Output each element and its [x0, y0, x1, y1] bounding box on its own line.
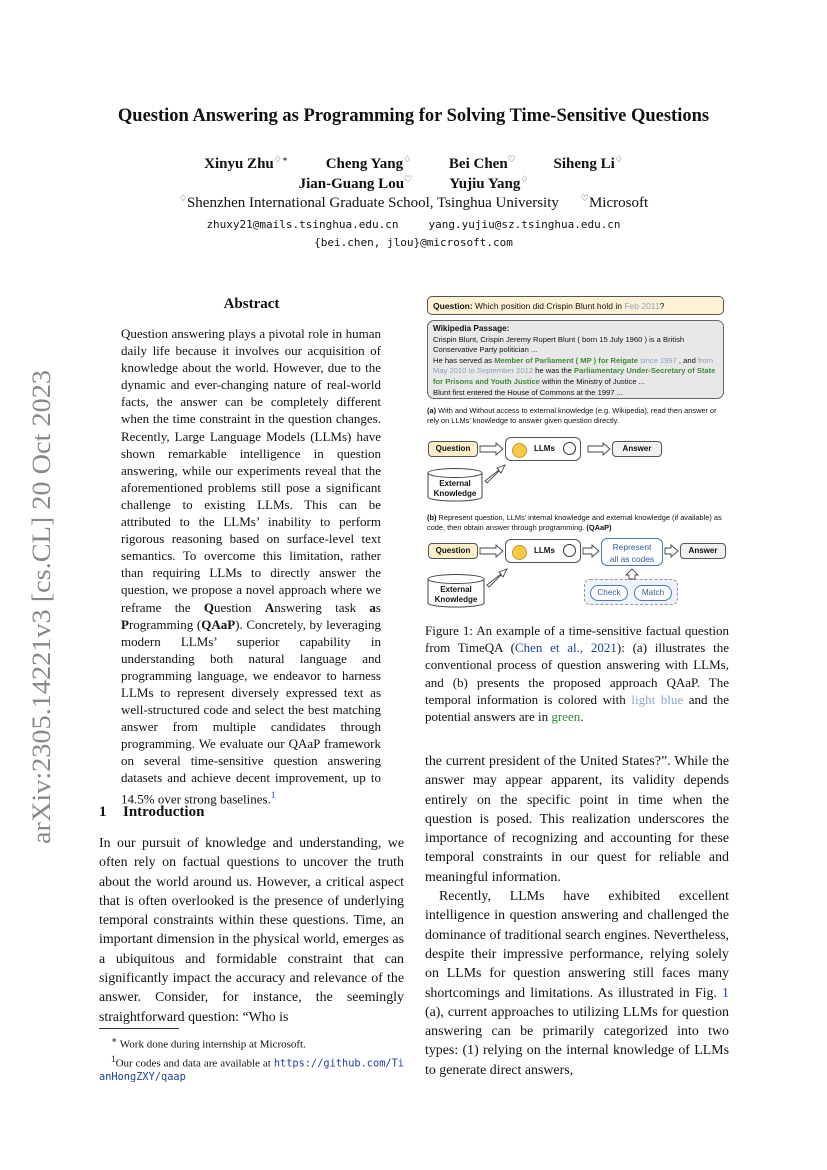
improvement-value: 14.5%: [121, 790, 155, 806]
temporal-info: from May 2010 to September 2012: [433, 355, 714, 376]
arrow-right: [665, 545, 678, 557]
affiliation: Microsoft: [588, 195, 649, 211]
author-mark: ♢: [614, 154, 623, 164]
figure-arrows: [425, 294, 729, 614]
node-match: Match: [634, 585, 672, 601]
arrow-right: [480, 545, 503, 557]
paper-title: Question Answering as Programming for Solving Time-Sensitive Questions: [117, 106, 710, 126]
node-question: Question: [428, 543, 478, 559]
footnote-link[interactable]: 1: [270, 789, 276, 800]
caption-colored-text: green: [551, 709, 581, 725]
footnote-2: [99, 1052, 404, 1085]
subcaption-label: (b): [427, 513, 437, 522]
llms-label: LLMs: [534, 546, 555, 555]
caption-text: .: [580, 709, 584, 725]
represent-text: Represent: [612, 542, 652, 552]
footnote-text: Our codes and data are available at: [115, 1057, 274, 1070]
author-name: Siheng Li: [553, 156, 615, 172]
affiliation: Shenzhen International Graduate School, Tsinghua University: [186, 195, 559, 211]
represent-text: all as codes: [609, 554, 655, 564]
question-text: Which position did Crispin Blunt hold in: [472, 301, 625, 311]
passage-line: Blunt first entered the House of Commons at the 1997 ...: [433, 387, 623, 397]
node-answer: Answer: [612, 441, 662, 457]
llms-label: LLMs: [534, 444, 555, 453]
acronym-letter: P: [121, 616, 129, 632]
figure-1: [425, 294, 729, 614]
footnote-rule: [99, 1028, 179, 1029]
arxiv-stamp-text: arXiv:2305.14221v3 [cs.CL] 20 Oct 2023: [27, 407, 56, 844]
author-name: Yujiu Yang: [449, 176, 521, 192]
footnote-mark: 1: [111, 1053, 116, 1064]
abstract-heading: Abstract: [223, 296, 280, 312]
code-url-link[interactable]: https://github.com/TianHongZXY/qaap: [99, 1057, 404, 1084]
caption-colored-text: light blue: [631, 691, 684, 707]
arxiv-stamp: [6, 360, 66, 860]
citation-link[interactable]: Chen et al., 2021: [514, 640, 617, 656]
abstract-text: rogramming (: [128, 616, 202, 632]
arrow-right: [588, 443, 610, 455]
abstract-text: uestion: [214, 599, 265, 615]
arxiv-stamp-svg: [6, 360, 66, 860]
arrow-right: [480, 443, 503, 455]
email-line-2: [0, 236, 827, 249]
author-name: Xinyu Zhu: [204, 156, 274, 172]
affil-mark: ♢: [178, 193, 187, 203]
node-answer: Answer: [680, 543, 726, 559]
author-mark: ♢: [403, 154, 412, 164]
kb-text: External: [439, 479, 471, 488]
question-text: ?: [659, 301, 665, 311]
acronym-letter: a: [369, 599, 376, 615]
paragraph-span: Recently, LLMs have exhibited excellent intelligence in question answering and challenged the dominance of traditional search engines. Nevertheless, despite their impressive performance, relying solely on LLMs for question answering still faces many shortcomings and limitations. As illustrated in Fig.: [425, 889, 729, 1001]
right-column-text: [425, 752, 729, 1080]
passage-title: Wikipedia Passage:: [433, 324, 510, 333]
abstract-body: [121, 325, 381, 807]
affiliation-line: [0, 193, 827, 212]
author-mark: ♡: [507, 154, 516, 164]
abstract-text: nswering task: [274, 599, 370, 615]
question-label: Question:: [433, 301, 473, 311]
author-mark: ♢∗: [273, 154, 288, 164]
paragraph-text: In our pursuit of knowledge and understanding, we often rely on factual questions to uncover the truth about the world around us. However, a critical aspect that is often overlooked is the presence of underlying temporal constraints within these questions. Time, an important dimension in the physical world, emerges as a ubiquitous and formidable constraint that can significantly impact the accuracy and relevance of the answer. Consider, for instance, the seemingly straightforward question: “Who is: [99, 836, 404, 1025]
email[interactable]: {bei.chen, jlou}@microsoft.com: [314, 236, 513, 249]
section-heading: [99, 804, 204, 821]
author-mark: ♢: [520, 174, 529, 184]
paragraph-span: (a), current approaches to utilizing LLMs for question answering can be primarily categorized into two types: (1) relying on the internal knowledge of LLMs to generate direct answers,: [425, 1004, 729, 1078]
temporal-info: since 1997: [637, 355, 677, 365]
abstract-text: over strong baselines.: [154, 790, 271, 806]
arrow-up: [626, 569, 638, 579]
kb-text: External: [440, 585, 472, 594]
footnote-text: Work done during internship at Microsoft.: [117, 1038, 306, 1051]
figure-caption: [425, 622, 729, 725]
footnote-mark: ∗: [111, 1035, 118, 1045]
paragraph-text: [425, 887, 729, 1080]
email-line-1: [0, 218, 827, 231]
candidate-answer: Parliamentary Under-Secretary of State for Prisons and Youth Justice: [433, 366, 716, 386]
section-number: 1: [99, 804, 107, 820]
abstract-text: s: [375, 599, 381, 615]
passage-line: Crispin Blunt, Crispin Jeremy Rupert Blunt ( born 15 July 1960 ) is a British Conservative Party politician ...: [433, 334, 685, 355]
passage-text: he was the: [533, 366, 575, 376]
acronym: QAaP: [201, 616, 236, 632]
node-check: Check: [590, 585, 628, 601]
figure-reference-link[interactable]: 1: [722, 985, 729, 1001]
email[interactable]: yang.yujiu@sz.tsinghua.edu.cn: [428, 218, 621, 231]
passage-text: , and: [676, 355, 698, 365]
arrow-right: [583, 545, 599, 557]
author-name: Bei Chen: [448, 156, 508, 172]
candidate-answer: Member of Parliament ( MP ) for Reigate: [494, 355, 638, 365]
acronym-letter: Q: [203, 599, 214, 615]
caption-text: An example of a time-sensitive factual question from TimeQA (: [425, 623, 729, 656]
acronym-letter: A: [264, 599, 275, 615]
kb-text: Knowledge: [433, 489, 477, 498]
subcaption-text: Represent question, LLMs’ internal knowledge and external knowledge (if available) as code, then obtain answer through programming.: [427, 513, 722, 533]
passage-text: He has served as: [433, 355, 495, 365]
abstract-text: Question answering plays a pivotal role in human daily life because it involves our acquisition of knowledge about the world. However, due to the dynamic and ever-changing nature of real-world facts, the answer can be completely different when the time constraint in the question changes. Recently, Large Language Models (LLMs) have shown remarkable intelligence in question answering, while our experiments reveal that the aforementioned problems still pose a significant challenge to existing LLMs. This can be attributed to the LLMs’ inability to perform rigorous reasoning based on surface-level text semantics. To overcome this limitation, rather than requiring LLMs to directly answer the question, we propose a novel approach where we reframe the: [121, 326, 381, 615]
abstract-text: ). Concretely, by leveraging modern LLMs’ superior capability in understanding both natural language and programming language, we endeavor to harness LLMs to represent diversely expressed text as well-structured code and select the best matching answer from multiple candidates through programming. We evaluate our QAaP framework on several time-sensitive question answering datasets and achieve decent improvement, up to: [121, 616, 381, 786]
subcaption-label: (a): [427, 406, 437, 415]
author-name: Jian-Guang Lou: [298, 176, 405, 192]
affil-mark: ♡: [580, 193, 589, 203]
author-line-1: [0, 154, 827, 173]
caption-text: and the potential answers are in: [425, 691, 730, 725]
question-date: Feb 2011: [624, 301, 660, 311]
passage-text: within the Ministry of Justice ...: [539, 376, 645, 386]
section-title: Introduction: [123, 804, 205, 820]
footnote-1: [99, 1033, 404, 1052]
paragraph-text: the current president of the United States?”. While the answer may appear apparent, its validity depends entirely on the specific point in time when the question is posed. This realization underscores the importance of recognizing and accounting for these temporal constraints in our quest for reliable and meaningful information.: [425, 754, 729, 885]
arrow-diag: [485, 465, 505, 483]
author-mark: ♡: [404, 174, 413, 184]
author-line-2: [0, 174, 827, 193]
intro-paragraph: [99, 834, 404, 1027]
subcaption-text: (QAaP): [586, 523, 612, 533]
caption-text: ): (a) illustrates the conventional process of question answering with LLMs, and (b) presents the proposed approach QAaP. The temporal information is colored with: [425, 640, 729, 707]
caption-label: Figure 1:: [425, 623, 474, 638]
author-name: Cheng Yang: [325, 156, 404, 172]
kb-text: Knowledge: [434, 595, 478, 604]
email[interactable]: zhuxy21@mails.tsinghua.edu.cn: [206, 218, 399, 231]
node-question: Question: [428, 441, 478, 457]
footnotes: [99, 1028, 404, 1084]
arrow-diag: [487, 569, 507, 587]
subcaption-text: With and Without access to external knowledge (e.g. Wikipedia), read then answer or rely on LLMs’ knowledge to answer given question directly.: [427, 406, 717, 426]
